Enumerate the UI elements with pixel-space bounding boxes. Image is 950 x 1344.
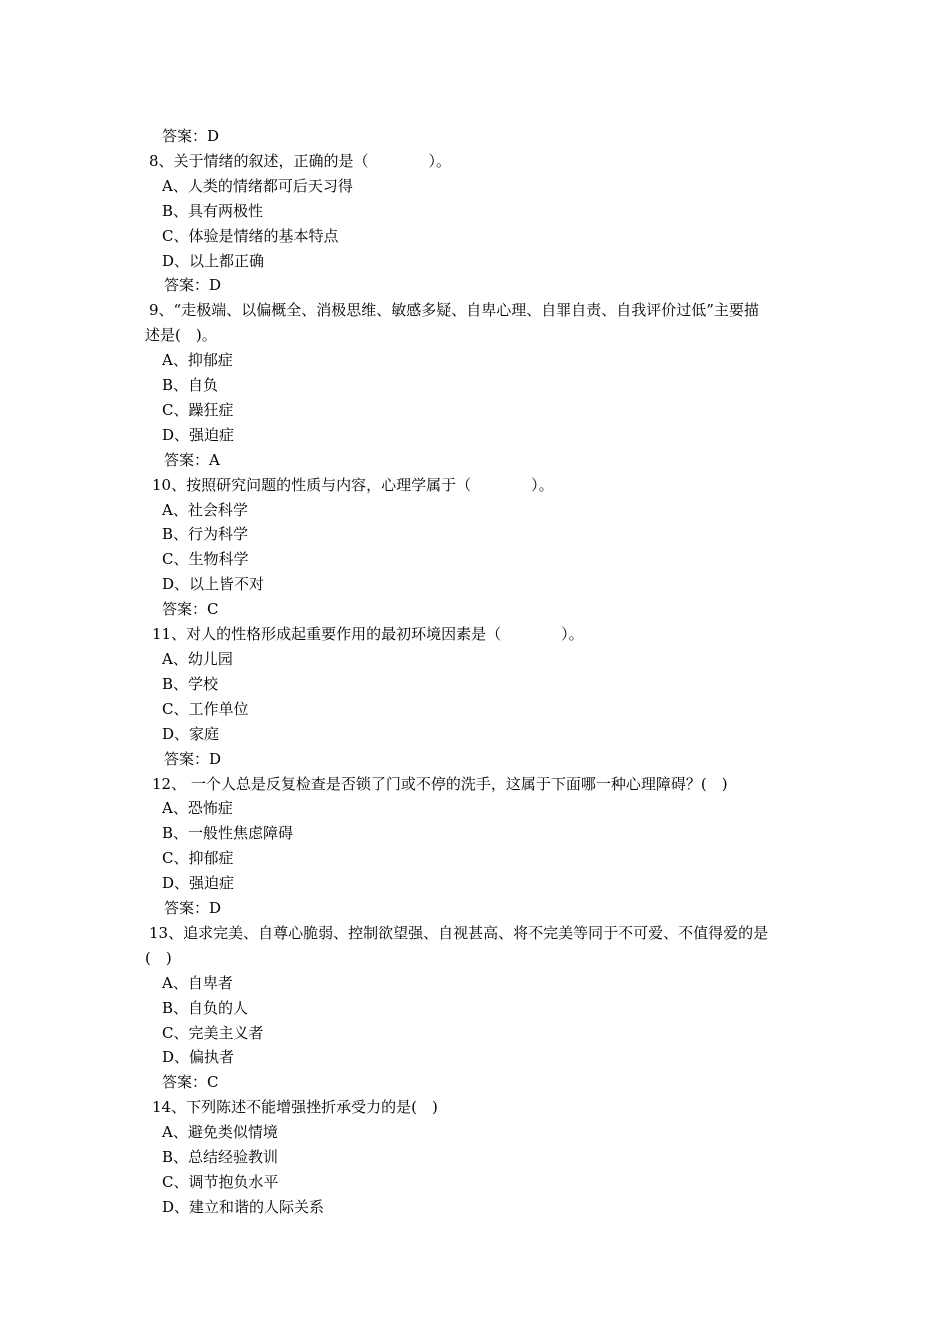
option-a: A、避免类似情境 (162, 1123, 278, 1141)
answer-line: 答案：C (162, 1073, 219, 1091)
option-c: C、完美主义者 (162, 1024, 264, 1042)
option-a: A、自卑者 (162, 974, 233, 992)
option-a: A、抑郁症 (162, 351, 233, 369)
option-d: D、以上皆不对 (162, 575, 265, 593)
answer-line: 答案：D (164, 899, 222, 917)
question-11: 11、对人的性格形成起重要作用的最初环境因素是（ ）。 (152, 625, 584, 643)
option-d: D、建立和谐的人际关系 (162, 1198, 325, 1216)
option-c: C、生物科学 (162, 550, 249, 568)
option-d: D、偏执者 (162, 1048, 235, 1066)
question-12: 12、 一个人总是反复检查是否锁了门或不停的洗手，这属于下面哪一种心理障碍？( ) (152, 775, 728, 793)
option-d: D、家庭 (162, 725, 220, 743)
option-d: D、强迫症 (162, 426, 235, 444)
option-a: A、恐怖症 (162, 799, 233, 817)
question-9-continued: 述是( )。 (145, 326, 217, 344)
question-13-continued: ( ) (145, 949, 172, 967)
option-c: C、体验是情绪的基本特点 (162, 227, 339, 245)
option-c: C、躁狂症 (162, 401, 234, 419)
answer-line: 答案：D (164, 276, 222, 294)
option-b: B、自负 (162, 376, 219, 394)
option-a: A、幼儿园 (162, 650, 233, 668)
question-10: 10、按照研究问题的性质与内容，心理学属于（ ）。 (152, 476, 554, 494)
question-8: 8、关于情绪的叙述，正确的是（ ）。 (149, 152, 452, 170)
option-a: A、社会科学 (162, 501, 248, 519)
option-b: B、学校 (162, 675, 219, 693)
option-d: D、以上都正确 (162, 252, 265, 270)
option-c: C、调节抱负水平 (162, 1173, 279, 1191)
option-b: B、自负的人 (162, 999, 249, 1017)
answer-line: 答案：D (162, 127, 220, 145)
question-9: 9、“走极端、以偏概全、消极思维、敏感多疑、自卑心理、自罪自责、自我评价过低”主要描 (149, 301, 759, 319)
option-b: B、具有两极性 (162, 202, 264, 220)
option-b: B、总结经验教训 (162, 1148, 279, 1166)
answer-line: 答案：C (162, 600, 219, 618)
option-c: C、抑郁症 (162, 849, 234, 867)
option-b: B、一般性焦虑障碍 (162, 824, 294, 842)
answer-line: 答案：A (164, 451, 220, 469)
option-d: D、强迫症 (162, 874, 235, 892)
option-a: A、人类的情绪都可后天习得 (162, 177, 353, 195)
answer-line: 答案：D (164, 750, 222, 768)
question-13: 13、追求完美、自尊心脆弱、控制欲望强、自视甚高、将不完美等同于不可爱、不值得爱的是 (149, 924, 769, 942)
option-c: C、工作单位 (162, 700, 249, 718)
question-14: 14、下列陈述不能增强挫折承受力的是( ) (152, 1098, 438, 1116)
option-b: B、行为科学 (162, 525, 249, 543)
